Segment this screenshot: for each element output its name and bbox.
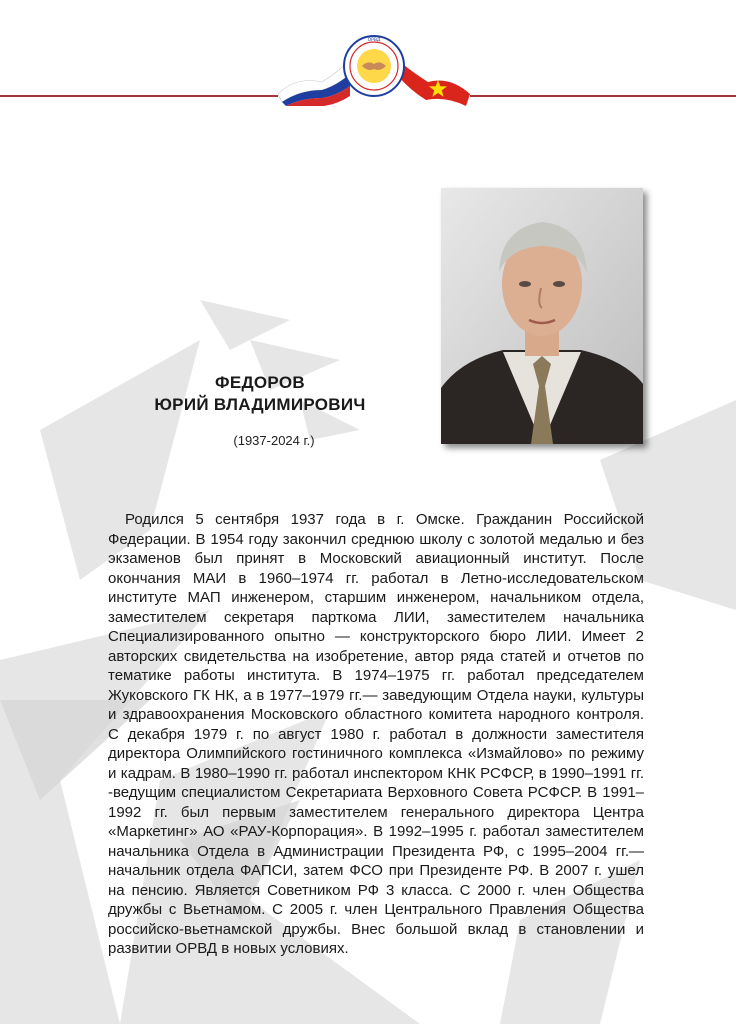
person-name: [130, 372, 390, 416]
biography-paragraph: Родился 5 сентября 1937 года в г. Омске. Гражданин Российской Федерации. В 1954 году закончил среднюю школу с золотой медалью и без экзаменов был принят в Московский авиационный институт. После окончания МАИ в 1960–1974 гг. работал в Летно-исследовательском институте МАП инженером, старшим инженером, начальником отдела, заместителем секретаря парткома ЛИИ, заместителем начальника Специализированного опытно — конструкторского бюро ЛИИ. Имеет 2 авторских свидетельства на изобретение, автор ряда статей и отчетов по тематике работы института. В 1974–1975 гг. работал председателем Жуковского ГК НК, а в 1977–1979 гг.— заведующим Отдела науки, культуры и здравоохранения Московского областного комитета народного контроля. С декабря 1979 г. по август 1980 г. работал в должности заместителя директора Олимпийского гостиничного комплекса «Измайлово» по режиму и кадрам. В 1980–1990 гг. работал инспектором КНК РСФСР, в 1990–1991 гг. -ведущим специалистом Секретариата Верховного Совета РСФСР. В 1991–1992 гг. был первым заместителем генерального директора Центра «Маркетинг» АО «РАУ-Корпорация». В 1992–1995 г. работал заместителем начальника Отдела в Администрации Президента РФ, с 1995–2004 гг.— начальник отдела ФАПСИ, затем ФСО при Президенте РФ. В 2007 г. ушел на пенсию. Является Советником РФ 3 класса. С 2000 г. член Общества дружбы с Вьетнамом. С 2005 г. член Центрального Правления Общества российско-вьетнамской дружбы. Внес большой вклад в становлении и развитии ОРВД в новых условиях.: [108, 511, 644, 957]
life-dates: (1937-2024 г.): [233, 433, 315, 448]
header-rule-right: [470, 95, 736, 97]
russian-flag-icon: [278, 60, 350, 106]
biography-text: [108, 510, 644, 959]
vietnamese-flag-icon: [398, 60, 470, 106]
emblem-seal-icon: [344, 36, 404, 96]
society-logo: [278, 32, 470, 106]
portrait-photo: [441, 188, 643, 444]
person-given-names: ЮРИЙ ВЛАДИМИРОВИЧ: [154, 395, 366, 414]
svg-text:ОРВД: ОРВД: [367, 38, 381, 43]
header-rule-left: [0, 95, 278, 97]
person-surname: ФЕДОРОВ: [215, 373, 305, 392]
